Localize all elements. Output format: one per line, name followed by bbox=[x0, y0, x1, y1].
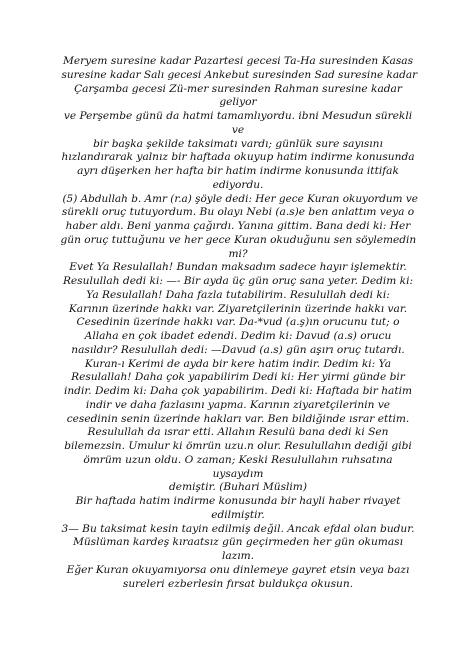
body-text bbox=[60, 55, 416, 591]
text-line: uysaydım bbox=[212, 467, 264, 480]
text-line: ve Perşembe günü da hatmi tamamlıyordu. ibni Mesudun sürekli bbox=[63, 110, 413, 122]
text-line: Meryem suresine kadar Pazartesi gecesi Ta-Ha suresinden Kasas bbox=[62, 55, 414, 67]
text-line: (5) Abdullah b. Amr (r.a) şöyle dedi: Her gece Kuran okuyordum ve bbox=[62, 192, 418, 205]
text-line: Allaha en çok ibadet edendi. Dedim ki: Davud (a.s) orucu bbox=[84, 330, 392, 342]
text-line: cesedinin senin üzerinde hakları var. Ben bildiğinde ısrar ettim. bbox=[66, 412, 410, 425]
text-line: Çarşamba gecesi Zü-mer suresinden Rahman suresine kadar bbox=[74, 82, 402, 95]
text-line: Bir haftada hatim indirme konusunda bir hayli haber rivayet bbox=[75, 495, 401, 507]
text-line: Resulallah! Daha çok yapabilirim Dedi ki: Her yirmi günde bir bbox=[71, 371, 405, 384]
text-line: Kuran-ı Kerimi de ayda bir kere hatim indir. Dedim ki: Ya bbox=[84, 357, 392, 370]
text-line: indir ve daha fazlasını yapma. Karının ziyaretçilerinin ve bbox=[85, 398, 391, 411]
text-line: 3— Bu taksimat kesin tayin edilmiş değil. Ancak efdal olan budur. bbox=[61, 522, 415, 535]
text-line: Evet Ya Resulallah! Bundan maksadım sadece hayır işlemektir. bbox=[69, 261, 407, 274]
text-line: ayrı düşerken her hafta bir hatim indirme konusunda ittifak bbox=[77, 165, 399, 177]
text-line: sureleri ezberlesin fırsat buldukça okusun. bbox=[122, 577, 354, 590]
text-line: edilmiştir. bbox=[211, 508, 265, 521]
text-line: geliyor bbox=[219, 96, 257, 109]
text-line: Resulullah dedi ki: —- Bir ayda üç gün oruç sana yeter. Dedim ki: bbox=[62, 275, 414, 287]
text-line: sürekli oruç tutuyordum. Bu olayı Nebi (a.s)e ben anlattım veya o bbox=[61, 206, 415, 219]
text-line: haber aldı. Beni yanma çağırdı. Yanına gittim. Bana dedi ki: Her bbox=[65, 220, 411, 232]
text-line: Eğer Kuran okuyamıyorsa onu dinlemeye gayret etsin veya bazı bbox=[66, 563, 410, 576]
text-line: Müslüman kardeş kıraatsız gün geçirmeden her gün okuması bbox=[73, 536, 403, 549]
text-line: ömrüm uzun oldu. O zaman; Keski Resulullahın ruhsatına bbox=[83, 453, 393, 466]
text-line: bilemezsin. Umulur ki ömrün uzu.n olur. Resulullahın dediği gibi bbox=[64, 440, 412, 452]
text-line: bir başka şekilde taksimatı vardı; günlük sure sayısını bbox=[93, 137, 383, 150]
text-line: suresine kadar Salı gecesi Ankebut suresinden Sad suresine kadar bbox=[61, 68, 418, 81]
text-line: Ya Resulallah! Daha fazla tutabilirim. Resulullah dedi ki: bbox=[86, 288, 390, 301]
text-line: ediyordu. bbox=[212, 178, 264, 191]
text-line: Cesedinin üzerinde hakkı var. Da-*vud (a.ş)ın orucunu tut; o bbox=[76, 316, 400, 329]
text-line: lazım. bbox=[221, 550, 255, 562]
text-line: Resulullah da ısrar etti. Allahın Resulü bana dedi ki Sen bbox=[87, 426, 389, 439]
text-line: demiştir. (Buhari Müslim) bbox=[169, 481, 307, 494]
text-line: mi? bbox=[228, 247, 248, 260]
text-line: nasıldır? Resulullah dedi: —Davud (a.s) gün aşırı oruç tutardı. bbox=[71, 343, 405, 356]
text-line: indir. Dedim ki: Daha çok yapabilirim. Dedi ki: Haftada bir hatim bbox=[63, 385, 413, 397]
text-line: ve bbox=[231, 123, 245, 136]
text-line: gün oruç tuttuğunu ve her gece Kuran okuduğunu sen söylemedin bbox=[60, 233, 417, 246]
text-line: hızlandırarak yalnız bir haftada okuyup hatim indirme konusunda bbox=[61, 151, 415, 164]
text-line: Karının üzerinde hakkı var. Ziyaretçilerinin üzerinde hakkı var. bbox=[68, 302, 408, 315]
